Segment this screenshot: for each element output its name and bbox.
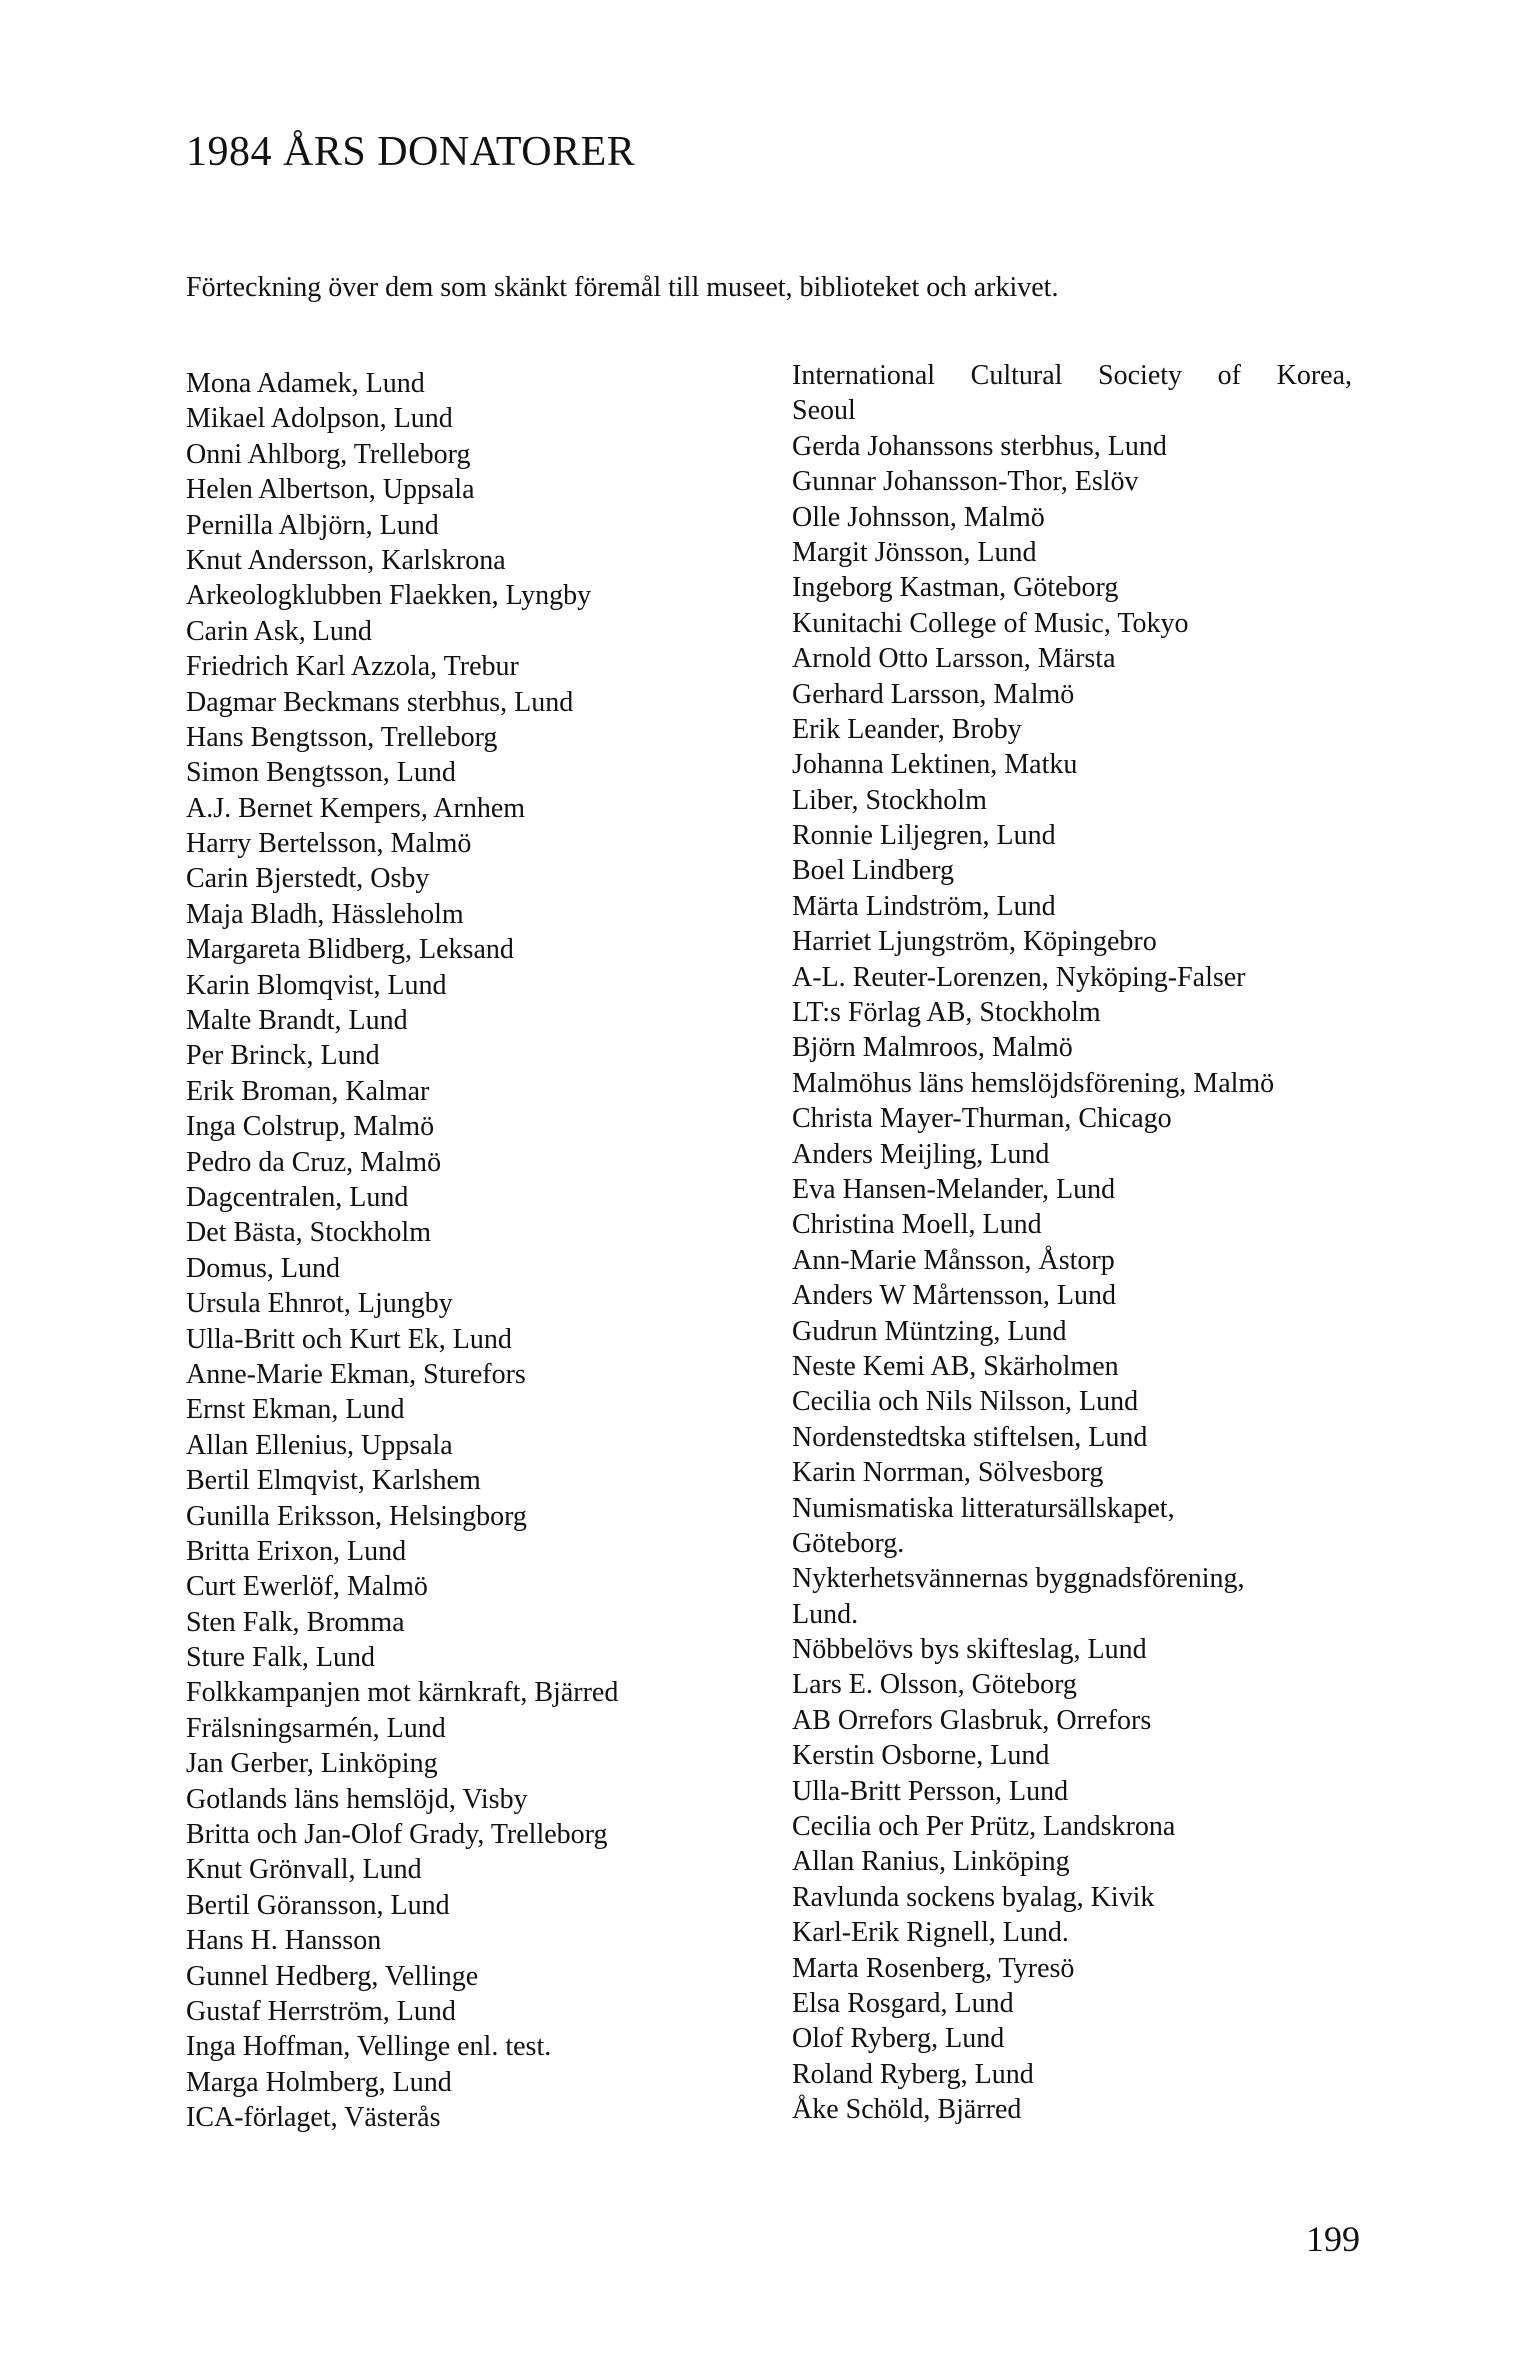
donor-entry: Eva Hansen-Melander, Lund (792, 1173, 1116, 1205)
donor-entry: Domus, Lund (186, 1252, 340, 1284)
donor-entry: Nykterhetsvännernas byggnadsförening, (792, 1563, 1245, 1595)
donor-entry: Arkeologklubben Flaekken, Lyngby (186, 580, 592, 612)
donor-entry: Gunilla Eriksson, Helsingborg (186, 1500, 527, 1532)
donor-entry: AB Orrefors Glasbruk, Orrefors (792, 1704, 1152, 1736)
donor-entry: Carin Bjerstedt, Osby (186, 863, 430, 895)
donor-entry: Nordenstedtska stiftelsen, Lund (792, 1421, 1148, 1453)
donor-entry: Onni Ahlborg, Trelleborg (186, 438, 471, 470)
donor-entry: Ernst Ekman, Lund (186, 1394, 405, 1426)
donor-entry: Olof Ryberg, Lund (792, 2023, 1005, 2055)
donor-entry: Gotlands läns hemslöjd, Visby (186, 1783, 528, 1815)
donor-entry: Åke Schöld, Bjärred (792, 2094, 1022, 2126)
donor-entry: Sten Falk, Bromma (186, 1606, 405, 1638)
donor-entry: Dagcentralen, Lund (186, 1181, 409, 1213)
donor-entry: Frälsningsarmén, Lund (186, 1712, 446, 1744)
donor-entry: Curt Ewerlöf, Malmö (186, 1571, 428, 1603)
donor-entry: Karl-Erik Rignell, Lund. (792, 1917, 1069, 1949)
donor-entry: Jan Gerber, Linköping (186, 1748, 438, 1780)
donor-entry: Karin Blomqvist, Lund (186, 969, 447, 1001)
donor-entry: Anders Meijling, Lund (792, 1138, 1050, 1170)
donor-entry: Boel Lindberg (792, 855, 955, 887)
donor-entry: Marga Holmberg, Lund (186, 2066, 452, 2098)
page-number: 199 (1306, 2219, 1360, 2259)
donor-entry: Allan Ranius, Linköping (792, 1846, 1070, 1878)
donor-entry: Gudrun Müntzing, Lund (792, 1315, 1067, 1347)
donor-entry: Göteborg. (792, 1527, 905, 1559)
donor-entry: Bertil Elmqvist, Karlshem (186, 1465, 481, 1497)
donor-entry: Malmöhus läns hemslöjdsförening, Malmö (792, 1067, 1275, 1099)
donor-entry: Margareta Blidberg, Leksand (186, 934, 514, 966)
donor-entry: Hans H. Hansson (186, 1925, 382, 1957)
donor-entry: Ann-Marie Månsson, Åstorp (792, 1244, 1115, 1276)
donor-entry: Ravlunda sockens byalag, Kivik (792, 1881, 1155, 1913)
donor-entry: Gunnel Hedberg, Vellinge (186, 1960, 479, 1992)
donor-entry: Lund. (792, 1598, 859, 1630)
donor-entry: Cecilia och Nils Nilsson, Lund (792, 1386, 1139, 1418)
donor-entry: Gunnar Johansson-Thor, Eslöv (792, 466, 1139, 498)
donor-entry: A.J. Bernet Kempers, Arnhem (186, 792, 526, 824)
donor-list-right (792, 358, 1372, 2128)
donor-entry: Christa Mayer-Thurman, Chicago (792, 1103, 1172, 1135)
donor-entry: Carin Ask, Lund (186, 615, 372, 647)
donor-entry: Inga Hoffman, Vellinge enl. test. (186, 2031, 552, 2063)
donor-entry: Margit Jönsson, Lund (792, 536, 1037, 568)
donor-entry: Ursula Ehnrot, Ljungby (186, 1288, 453, 1320)
donor-entry: Ulla-Britt och Kurt Ek, Lund (186, 1323, 512, 1355)
donor-entry: Christina Moell, Lund (792, 1209, 1042, 1241)
donor-entry: Kunitachi College of Music, Tokyo (792, 607, 1189, 639)
donor-entry: Maja Bladh, Hässleholm (186, 898, 464, 930)
donor-entry: Erik Broman, Kalmar (186, 1075, 430, 1107)
donor-entry: Arnold Otto Larsson, Märsta (792, 643, 1116, 675)
donor-entry: Folkkampanjen mot kärnkraft, Bjärred (186, 1677, 619, 1709)
donor-entry: Per Brinck, Lund (186, 1040, 380, 1072)
donor-entry: Roland Ryberg, Lund (792, 2058, 1034, 2090)
donor-entry: Inga Colstrup, Malmö (186, 1111, 435, 1143)
donor-entry: Det Bästa, Stockholm (186, 1217, 431, 1249)
donor-entry: Mikael Adolpson, Lund (186, 403, 453, 435)
page-subtitle: Förteckning över dem som skänkt föremål till museet, biblioteket och arkivet. (186, 272, 1059, 303)
donor-entry: Anne-Marie Ekman, Sturefors (186, 1358, 526, 1390)
donor-entry: Erik Leander, Broby (792, 713, 1022, 745)
donor-entry: A-L. Reuter-Lorenzen, Nyköping-Falser (792, 961, 1246, 993)
donor-entry: Mona Adamek, Lund (186, 368, 425, 399)
donor-entry: Olle Johnsson, Malmö (792, 501, 1045, 533)
donor-entry: Gustaf Herrström, Lund (186, 1995, 456, 2027)
donor-entry: ICA-förlaget, Västerås (186, 2102, 441, 2134)
donor-entry: Marta Rosenberg, Tyresö (792, 1952, 1075, 1984)
donor-entry: Märta Lindström, Lund (792, 890, 1056, 922)
donor-entry: Ronnie Liljegren, Lund (792, 820, 1056, 852)
donor-entry: Britta och Jan-Olof Grady, Trelleborg (186, 1819, 608, 1851)
donor-entry: Ingeborg Kastman, Göteborg (792, 572, 1119, 604)
donor-entry: Simon Bengtsson, Lund (186, 757, 456, 789)
donor-entry: Ulla-Britt Persson, Lund (792, 1775, 1069, 1807)
donor-entry: Hans Bengtsson, Trelleborg (186, 721, 498, 753)
donor-entry: Gerda Johanssons sterbhus, Lund (792, 430, 1167, 462)
donor-entry: Dagmar Beckmans sterbhus, Lund (186, 686, 574, 718)
donor-entry: Knut Grönvall, Lund (186, 1854, 422, 1886)
donor-entry: Björn Malmroos, Malmö (792, 1032, 1073, 1064)
donor-entry: Karin Norrman, Sölvesborg (792, 1457, 1104, 1489)
donor-entry: Lars E. Olsson, Göteborg (792, 1669, 1077, 1701)
donor-entry: Pernilla Albjörn, Lund (186, 509, 439, 541)
donor-entry: Seoul (792, 395, 856, 427)
donor-entry: Elsa Rosgard, Lund (792, 1987, 1014, 2019)
donor-entry: Kerstin Osborne, Lund (792, 1740, 1050, 1772)
donor-entry: Friedrich Karl Azzola, Trebur (186, 651, 519, 683)
donor-entry: Cecilia och Per Prütz, Landskrona (792, 1811, 1176, 1843)
donor-list-left (186, 366, 766, 2136)
donor-entry: Nöbbelövs bys skifteslag, Lund (792, 1634, 1147, 1666)
donor-entry: LT:s Förlag AB, Stockholm (792, 997, 1101, 1029)
donor-entry: Harriet Ljungström, Köpingebro (792, 926, 1157, 958)
donor-entry: International Cultural Society of Korea, (792, 360, 1352, 391)
donor-entry: Allan Ellenius, Uppsala (186, 1429, 453, 1461)
donor-entry: Anders W Mårtensson, Lund (792, 1280, 1117, 1312)
donor-entry: Britta Erixon, Lund (186, 1535, 407, 1567)
donor-entry: Bertil Göransson, Lund (186, 1889, 450, 1921)
donor-entry: Johanna Lektinen, Matku (792, 749, 1078, 781)
donor-entry: Numismatiska litteratursällskapet, (792, 1492, 1175, 1524)
donor-entry: Pedro da Cruz, Malmö (186, 1146, 442, 1178)
page-title: 1984 ÅRS DONATORER (186, 129, 636, 175)
donor-entry: Liber, Stockholm (792, 784, 987, 816)
donor-entry: Helen Albertson, Uppsala (186, 474, 475, 506)
donor-entry: Sture Falk, Lund (186, 1642, 375, 1674)
donor-entry: Malte Brandt, Lund (186, 1005, 408, 1037)
donor-entry: Gerhard Larsson, Malmö (792, 678, 1075, 710)
donor-entry: Knut Andersson, Karlskrona (186, 544, 506, 576)
donor-entry: Harry Bertelsson, Malmö (186, 828, 472, 860)
donor-entry: Neste Kemi AB, Skärholmen (792, 1350, 1119, 1382)
